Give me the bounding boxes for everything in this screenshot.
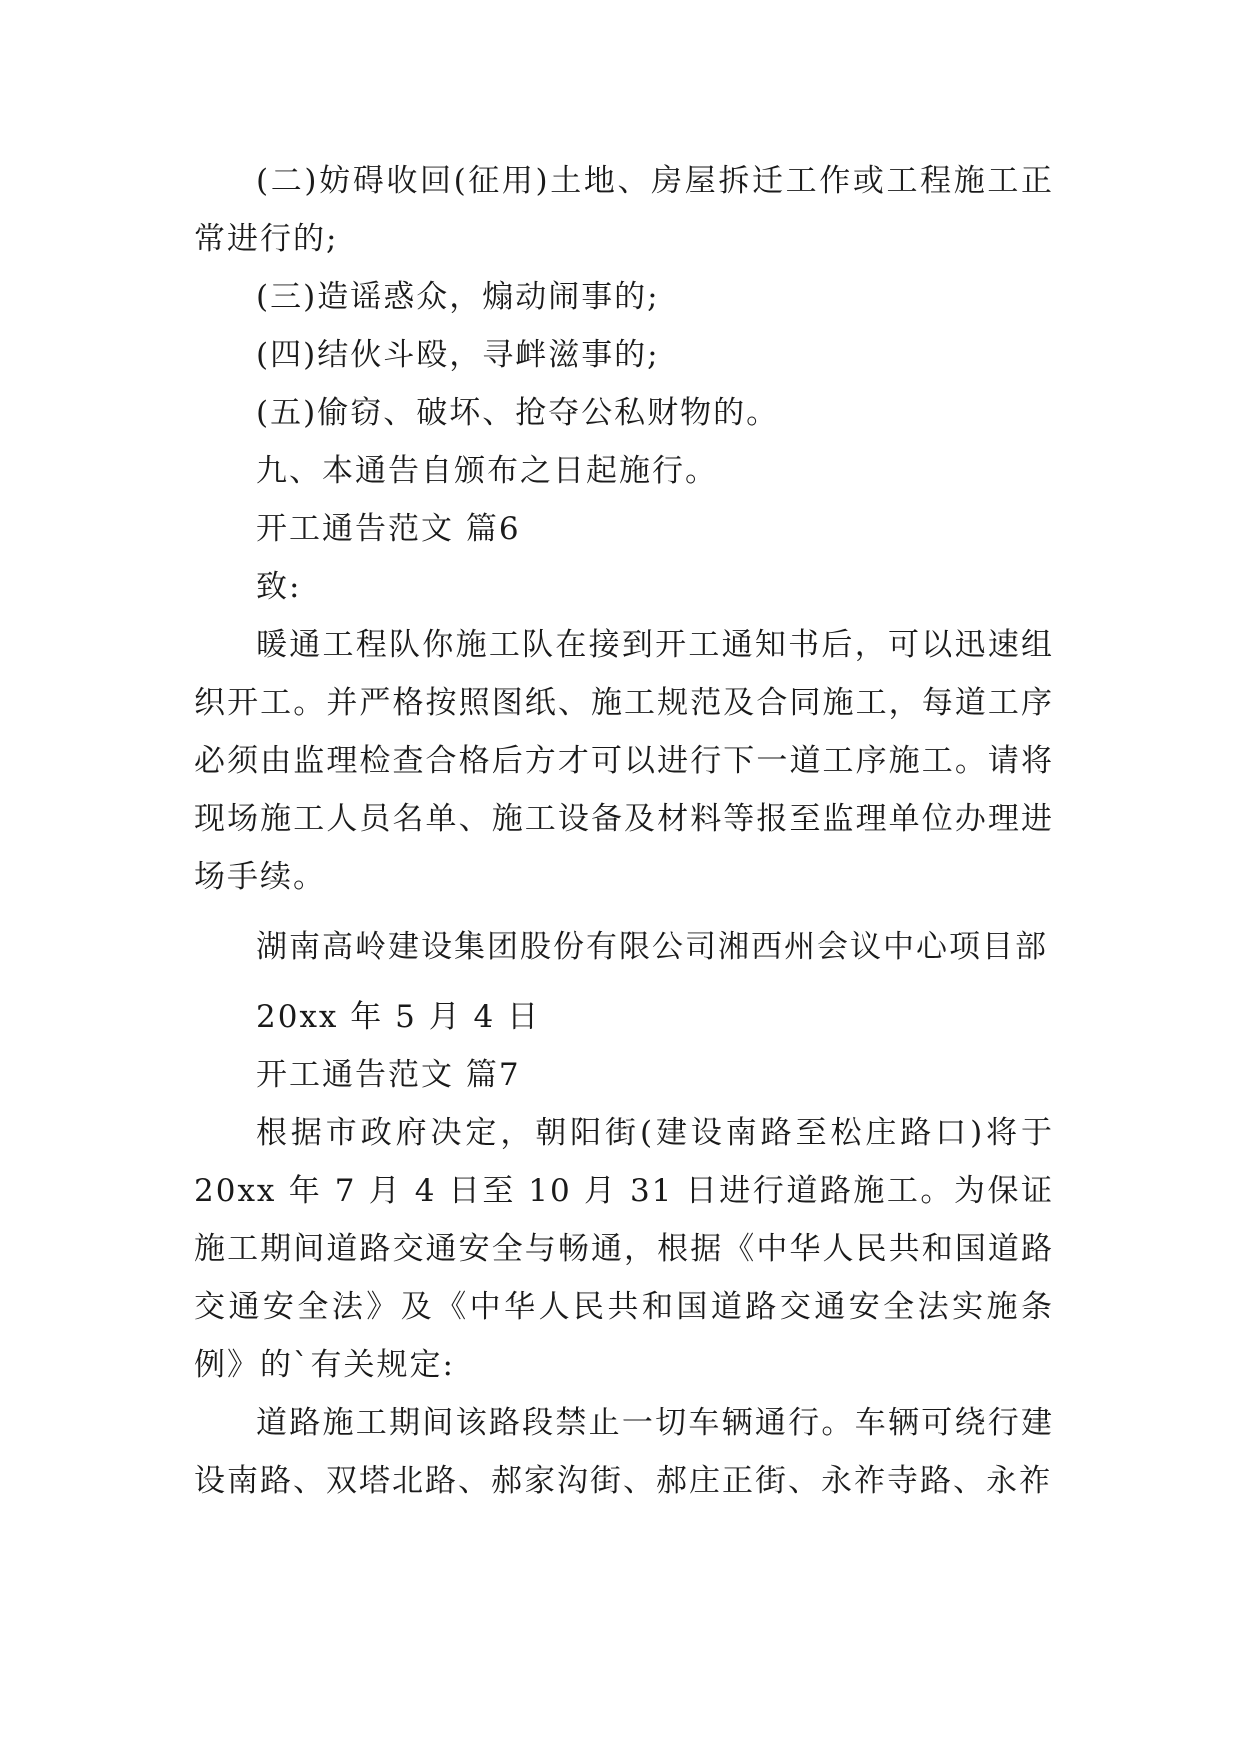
paragraph-item-2: (二)妨碍收回(征用)土地、房屋拆迁工作或工程施工正常进行的; bbox=[194, 163, 1054, 257]
signature-organization: 湖南高岭建设集团股份有限公司湘西州会议中心项目部 bbox=[256, 929, 1048, 965]
paragraph-article-9: 九、本通告自颁布之日起施行。 bbox=[256, 453, 718, 489]
announcement-body: 根据市政府决定，朝阳街(建设南路至松庄路口)将于 20xx 年 7 月 4 日至 10 月 31 日进行道路施工。为保证施工期间道路交通安全与畅通，根据《中华人民共和国道路交通安全法》及《中华人民共和国道路交通安全法实施条例》的`有关规定: bbox=[194, 1115, 1054, 1383]
signature-date: 20xx 年 5 月 4 日 bbox=[256, 999, 541, 1035]
paragraph-item-5: (五)偷窃、破坏、抢夺公私财物的。 bbox=[256, 395, 780, 431]
paragraph-item-3: (三)造谣惑众，煽动闹事的; bbox=[256, 279, 660, 315]
salutation: 致: bbox=[256, 569, 302, 605]
paragraph-item-4: (四)结伙斗殴，寻衅滋事的; bbox=[256, 337, 660, 373]
detour-notice: 道路施工期间该路段禁止一切车辆通行。车辆可绕行建设南路、双塔北路、郝家沟街、郝庄正街、永祚寺路、永祚 bbox=[194, 1405, 1054, 1499]
section-heading-7: 开工通告范文 篇7 bbox=[256, 1057, 521, 1093]
notice-body: 暖通工程队你施工队在接到开工通知书后，可以迅速组织开工。并严格按照图纸、施工规范及合同施工，每道工序必须由监理检查合格后方才可以进行下一道工序施工。请将现场施工人员名单、施工设备及材料等报至监理单位办理进场手续。 bbox=[194, 627, 1054, 895]
document-body bbox=[194, 152, 1054, 1510]
section-heading-6: 开工通告范文 篇6 bbox=[256, 511, 521, 547]
